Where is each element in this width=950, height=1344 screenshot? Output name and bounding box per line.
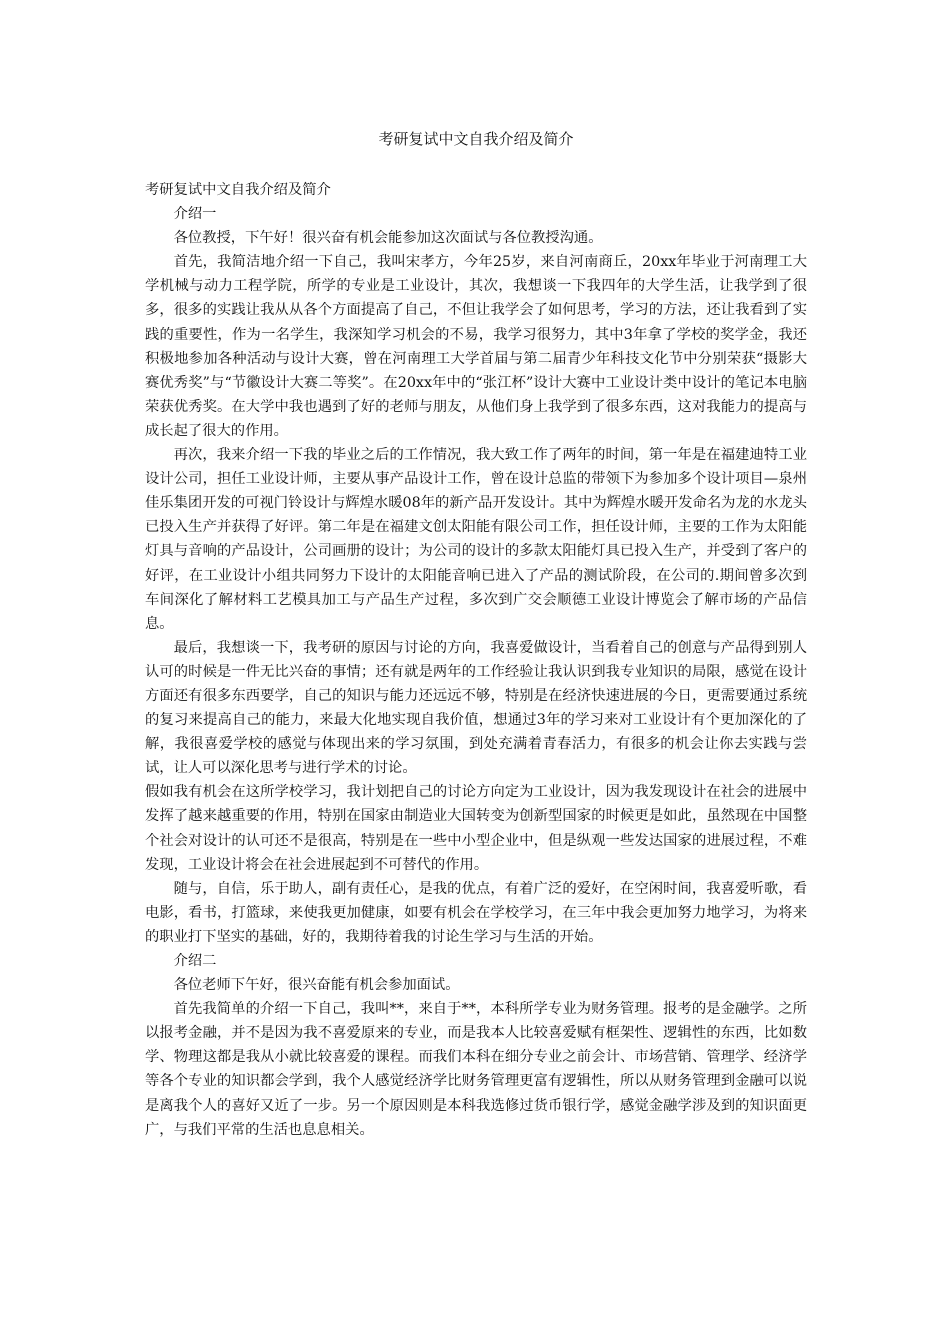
paragraph: 再次，我来介绍一下我的毕业之后的工作情况，我大致工作了两年的时间，第一年是在福建迪特工业设计公司，担任工业设计师，主要从事产品设计工作，曾在设计总监的带领下为参加多个设计项目—泉州佳乐集团开发的可视门铃设计与辉煌水暖08年的新产品开发设计。其中为辉煌水暖开发命名为龙的水龙头已投入生产并获得了好评。第二年是在福建文创太阳能有限公司工作，担任设计师，主要的工作为太阳能灯具与音响的产品设计，公司画册的设计；为公司的设计的多款太阳能灯具已投入生产，并受到了客户的好评，在工业设计小组共同努力下设计的太阳能音响已进入了产品的测试阶段，在公司的.期间曾多次到车间深化了解材料工艺模具加工与产品生产过程，多次到广交会顺德工业设计博览会了解市场的产品信息。 <box>145 447 807 632</box>
document-body <box>145 178 807 1142</box>
document-subtitle: 考研复试中文自我介绍及简介 <box>145 182 331 198</box>
section-heading-2: 介绍二 <box>173 953 217 969</box>
paragraph: 首先，我简洁地介绍一下自己，我叫宋孝方，今年25岁，来自河南商丘，20xx年毕业于河南理工大学机械与动力工程学院，所学的专业是工业设计，其次，我想谈一下我四年的大学生活，让我学到了很多，很多的实践让我从从各个方面提高了自己，不但让我学会了如何思考，学习的方法，还让我看到了实践的重要性，作为一名学生，我深知学习机会的不易，我学习很努力，其中3年拿了学校的奖学金，我还积极地参加各种活动与设计大赛，曾在河南理工大学首届与第二届青少年科技文化节中分别荣获“摄影大赛优秀奖”与“节徽设计大赛二等奖”。在20xx年中的“张江杯”设计大赛中工业设计类中设计的笔记本电脑荣获优秀奖。在大学中我也遇到了好的老师与朋友，从他们身上我学到了很多东西，这对我能力的提高与成长起了很大的作用。 <box>145 254 807 439</box>
section-heading-1: 介绍一 <box>173 206 217 223</box>
paragraph: 各位教授，下午好！很兴奋有机会能参加这次面试与各位教授沟通。 <box>173 230 603 247</box>
paragraph: 首先我简单的介绍一下自己，我叫**，来自于**，本科所学专业为财务管理。报考的是金融学。之所以报考金融，并不是因为我不喜爱原来的专业，而是我本人比较喜爱赋有框架性、逻辑性的东西，比如数学、物理这都是我从小就比较喜爱的课程。而我们本科在细分专业之前会计、市场营销、管理学、经济学等各个专业的知识都会学到，我个人感觉经济学比财务管理更富有逻辑性，所以从财务管理到金融可以说是离我个人的喜好又近了一步。另一个原因则是本科我选修过货币银行学，感觉金融学涉及到的知识面更广，与我们平常的生活也息息相关。 <box>145 1001 807 1138</box>
paragraph: 各位老师下午好，很兴奋能有机会参加面试。 <box>173 977 460 994</box>
paragraph: 最后，我想谈一下，我考研的原因与讨论的方向，我喜爱做设计，当看着自己的创意与产品得到别人认可的时候是一件无比兴奋的事情；还有就是两年的工作经验让我认识到我专业知识的局限，感觉在设计方面还有很多东西要学，自己的知识与能力还远远不够，特别是在经济快速进展的今日，更需要通过系统的复习来提高自己的能力，来最大化地实现自我价值，想通过3年的学习来对工业设计有个更加深化的了解，我很喜爱学校的感觉与体现出来的学习氛围，到处充满着青春活力，有很多的机会让你去实践与尝试，让人可以深化思考与进行学术的讨论。 <box>145 639 807 777</box>
paragraph: 随与，自信，乐于助人，副有责任心，是我的优点，有着广泛的爱好，在空闲时间，我喜爱听歌，看电影，看书，打篮球，来使我更加健康，如要有机会在学校学习，在三年中我会更加努力地学习，为将来的职业打下坚实的基础，好的，我期待着我的讨论生学习与生活的开始。 <box>145 880 807 945</box>
document-title: 考研复试中文自我介绍及简介 <box>378 130 574 148</box>
paragraph: 假如我有机会在这所学校学习，我计划把自己的讨论方向定为工业设计，因为我发现设计在社会的进展中发挥了越来越重要的作用，特别在国家由制造业大国转变为创新型国家的时候更是如此，虽然现在中国整个社会对设计的认可还不是很高，特别是在一些中小型企业中，但是纵观一些发达国家的进展过程，不难发现，工业设计将会在社会进展起到不可替代的作用。 <box>145 784 807 873</box>
